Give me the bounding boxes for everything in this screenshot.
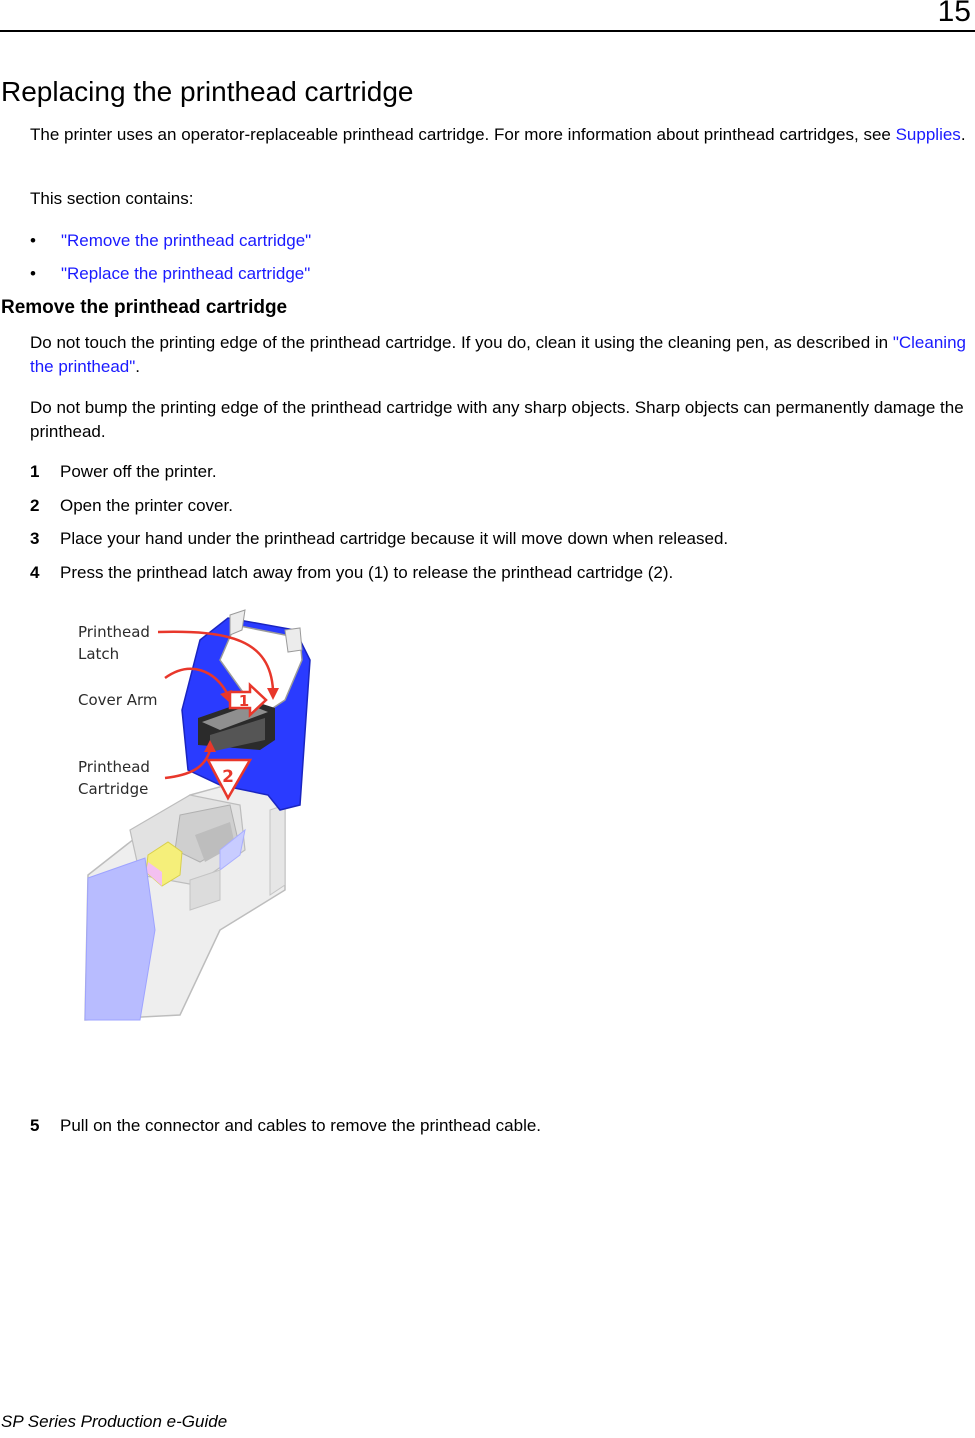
marker-1-label: 1 (238, 692, 250, 710)
label-cover-arm: Cover Arm (78, 691, 158, 709)
step-text: Power off the printer. (60, 462, 217, 481)
step-number: 4 (30, 563, 40, 582)
section-heading: Remove the printhead cartridge (1, 297, 288, 318)
page-title: Replacing the printhead cartridge (1, 76, 414, 107)
intro-text: The printer uses an operator-replaceable printhead cartridge. For more information about printhead cartridges, see (30, 125, 896, 144)
label-printhead-latch-2: Latch (78, 645, 120, 663)
step-number: 2 (30, 496, 40, 515)
label-printhead-latch-1: Printhead (78, 623, 150, 641)
caution-paragraph-1 (30, 331, 970, 379)
step-text: Press the printhead latch away from you (1) to release the printhead cartridge (2). (60, 563, 674, 582)
printhead-diagram (70, 600, 320, 1025)
contains-label: This section contains: (30, 189, 194, 208)
step-number: 1 (30, 462, 40, 481)
caution-paragraph-2: Do not bump the printing edge of the printhead cartridge with any sharp objects. Sharp objects can permanently damage the printhead. (30, 398, 964, 441)
bullet-marker: • (30, 264, 36, 283)
supplies-link[interactable]: Supplies (895, 125, 961, 144)
remove-printhead-link[interactable]: "Remove the printhead cartridge" (61, 231, 312, 250)
page-number: 15 (937, 0, 971, 28)
intro-paragraph (30, 123, 970, 147)
footer-guide-title: SP Series Production e-Guide (1, 1412, 228, 1431)
cleaning-printhead-link[interactable]: "Cleaning the printhead" (30, 333, 966, 376)
replace-printhead-link[interactable]: "Replace the printhead cartridge" (61, 264, 311, 283)
step-text: Open the printer cover. (60, 496, 233, 515)
printer-cover (182, 610, 310, 810)
step-number: 5 (30, 1116, 40, 1135)
printer-body (85, 780, 285, 1020)
header-rule (0, 30, 975, 32)
bullet-marker: • (30, 231, 36, 250)
label-printhead-cartridge-1: Printhead (78, 758, 150, 776)
caution-text: Do not touch the printing edge of the printhead cartridge. If you do, clean it using the cleaning pen, as described in (30, 333, 893, 352)
marker-2-label: 2 (222, 767, 234, 787)
step-number: 3 (30, 529, 40, 548)
step-text: Place your hand under the printhead cartridge because it will move down when released. (60, 529, 729, 548)
label-printhead-cartridge-2: Cartridge (78, 780, 149, 798)
front-panel (85, 858, 155, 1020)
intro-period: . (960, 125, 966, 144)
caution-period: . (135, 357, 141, 376)
step-text: Pull on the connector and cables to remove the printhead cable. (60, 1116, 542, 1135)
